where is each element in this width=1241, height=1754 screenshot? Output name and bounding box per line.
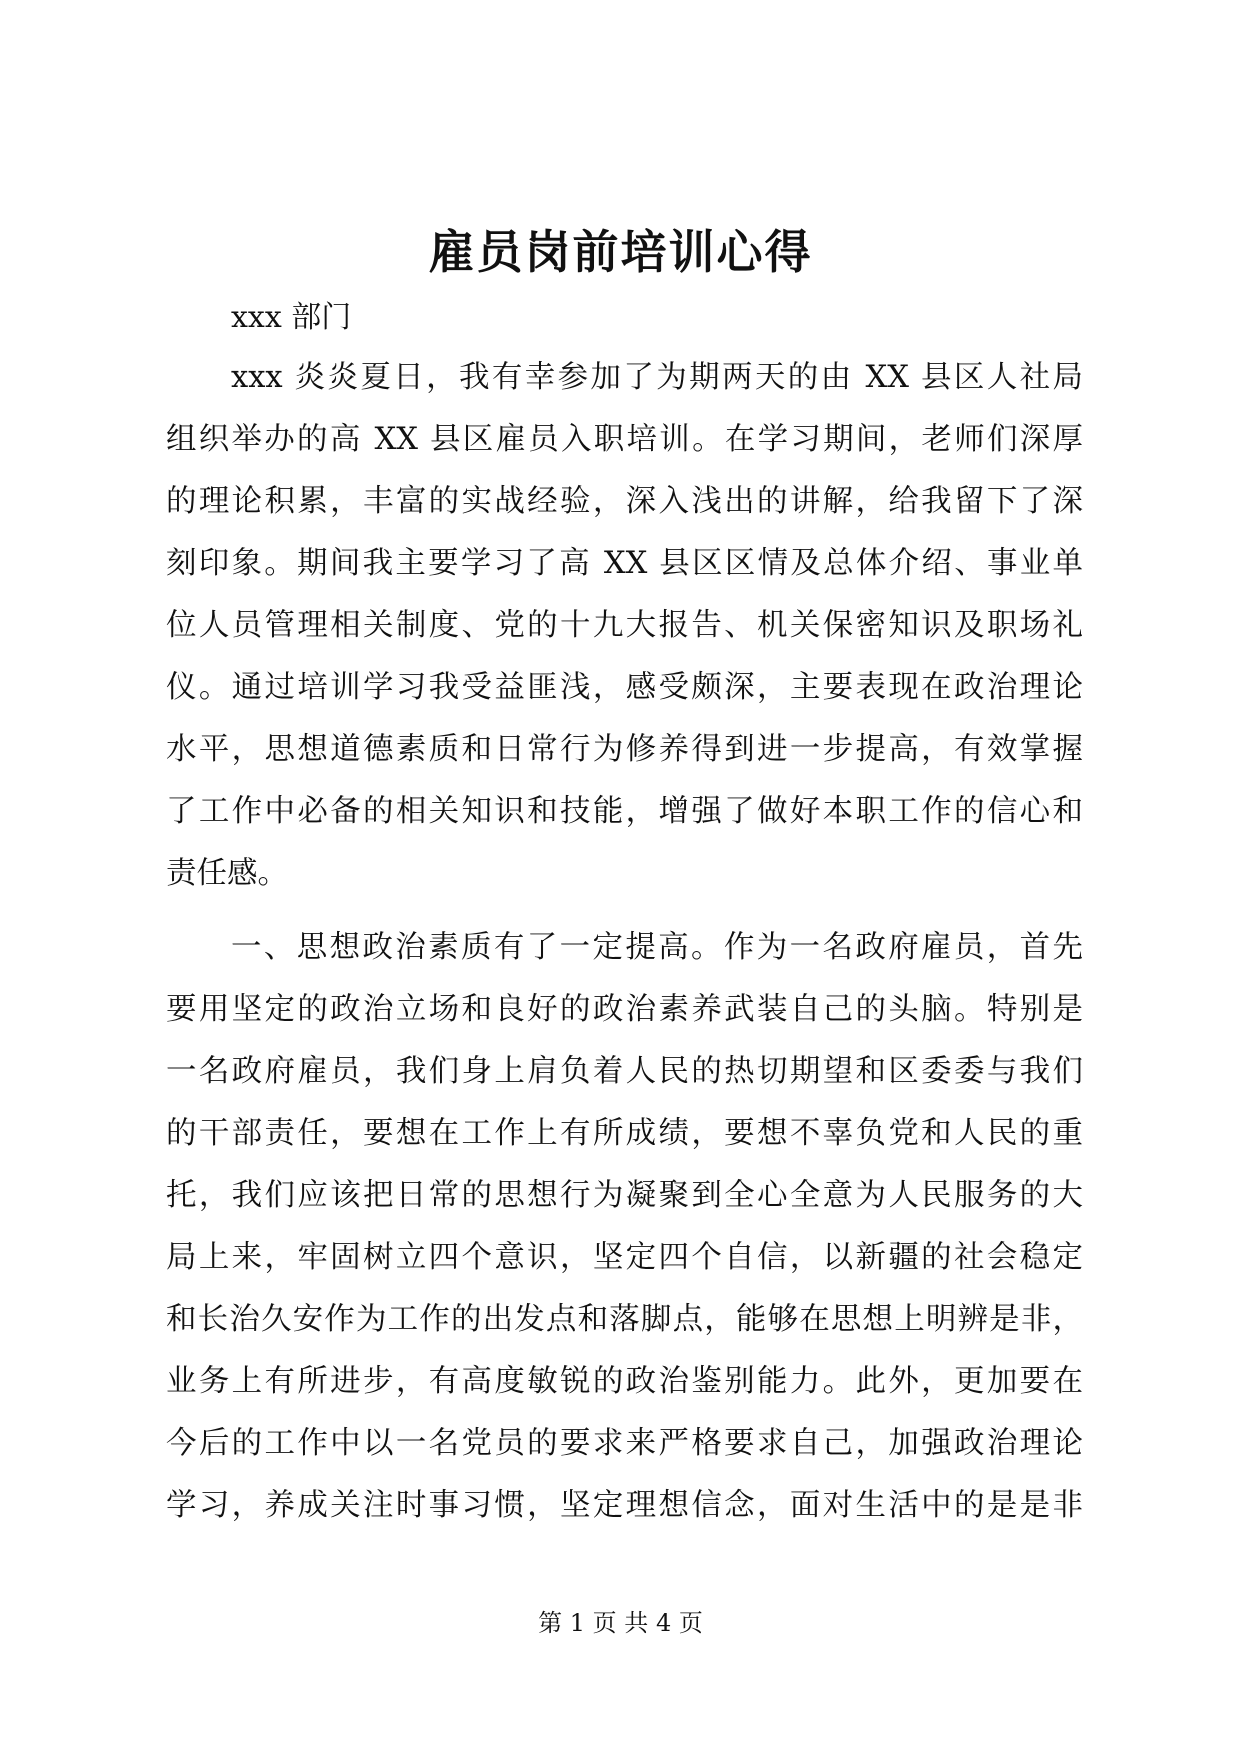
paragraph-line: 业务上有所进步，有高度敏锐的政治鉴别能力。此外，更加要在 bbox=[166, 1364, 1083, 1399]
paragraph-1 bbox=[166, 347, 1083, 905]
paragraph-line: 一、思想政治素质有了一定提高。作为一名政府雇员，首先 bbox=[231, 930, 1083, 965]
paragraph-line: 刻印象。期间我主要学习了高 XX 县区区情及总体介绍、事业单 bbox=[166, 546, 1083, 581]
paragraph-line: xxx 炎炎夏日，我有幸参加了为期两天的由 XX 县区人社局 bbox=[231, 360, 1083, 395]
paragraph-line: 水平，思想道德素质和日常行为修养得到进一步提高，有效掌握 bbox=[166, 732, 1083, 767]
paragraph-line: 组织举办的高 XX 县区雇员入职培训。在学习期间，老师们深厚 bbox=[166, 422, 1083, 457]
paragraph-line: 的干部责任，要想在工作上有所成绩，要想不辜负党和人民的重 bbox=[166, 1116, 1083, 1151]
paragraph-line: 一名政府雇员，我们身上肩负着人民的热切期望和区委委与我们 bbox=[166, 1054, 1083, 1089]
page-title: 雇员岗前培训心得 bbox=[428, 225, 813, 279]
paragraph-line: 责任感。 bbox=[166, 856, 288, 891]
department-line: xxx 部门 bbox=[231, 300, 352, 335]
paragraph-line: 今后的工作中以一名党员的要求来严格要求自己，加强政治理论 bbox=[166, 1426, 1083, 1461]
paragraph-line: 的理论积累，丰富的实战经验，深入浅出的讲解，给我留下了深 bbox=[166, 484, 1083, 519]
paragraph-line: 要用坚定的政治立场和良好的政治素养武装自己的头脑。特别是 bbox=[166, 992, 1083, 1027]
paragraph-line: 了工作中必备的相关知识和技能，增强了做好本职工作的信心和 bbox=[166, 794, 1083, 829]
paragraph-2 bbox=[166, 917, 1083, 1537]
paragraph-line: 托，我们应该把日常的思想行为凝聚到全心全意为人民服务的大 bbox=[166, 1178, 1083, 1213]
paragraph-line: 局上来，牢固树立四个意识，坚定四个自信，以新疆的社会稳定 bbox=[166, 1240, 1083, 1275]
page-footer: 第 1 页 共 4 页 bbox=[538, 1609, 703, 1637]
paragraph-line: 仪。通过培训学习我受益匪浅，感受颇深，主要表现在政治理论 bbox=[166, 670, 1083, 705]
paragraph-line: 和长治久安作为工作的出发点和落脚点，能够在思想上明辨是非， bbox=[166, 1302, 1083, 1337]
paragraph-line: 学习，养成关注时事习惯，坚定理想信念，面对生活中的是是非 bbox=[166, 1488, 1083, 1523]
paragraph-line: 位人员管理相关制度、党的十九大报告、机关保密知识及职场礼 bbox=[166, 608, 1083, 643]
